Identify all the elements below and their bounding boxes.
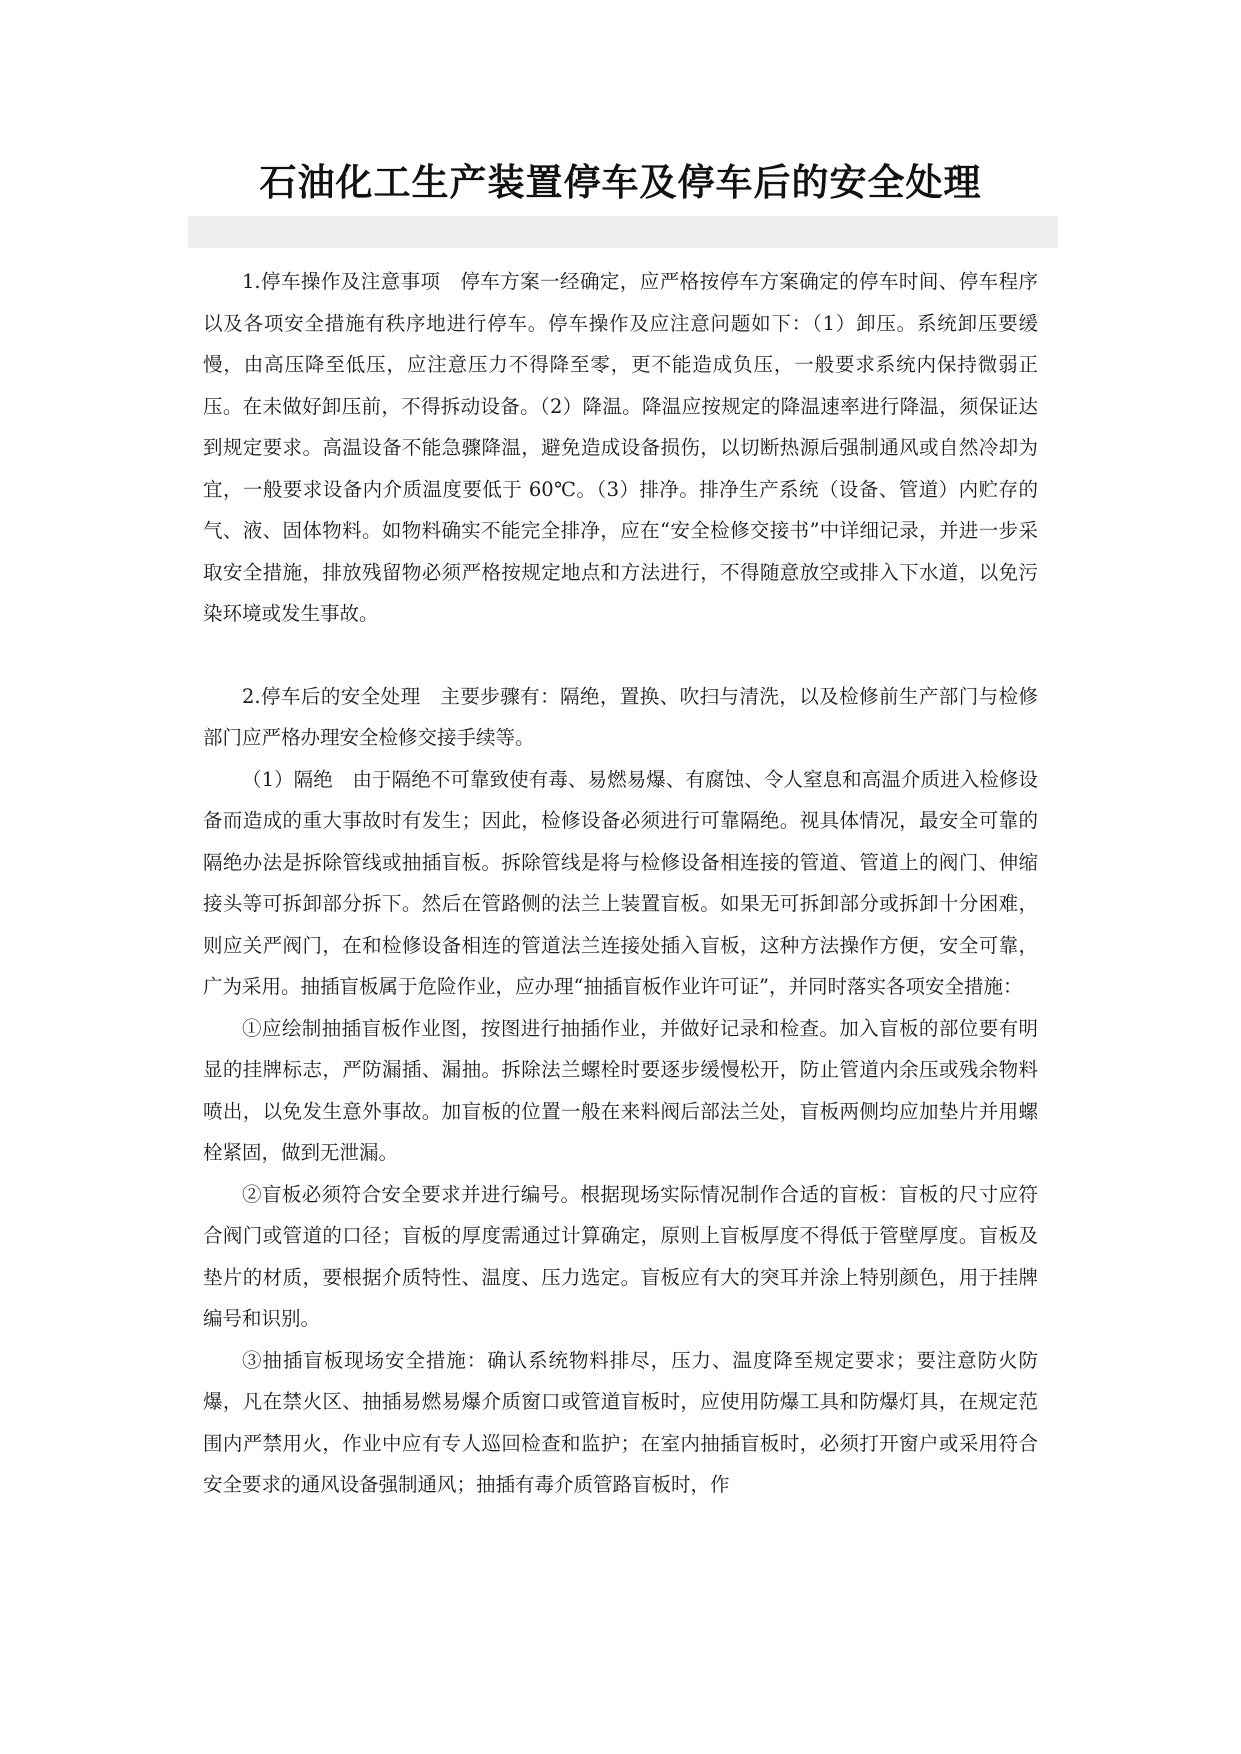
paragraph-isolation: （1）隔绝 由于隔绝不可靠致使有毒、易燃易爆、有腐蚀、令人窒息和高温介质进入检修设备而造成的重大事故时有发生；因此，检修设备必须进行可靠隔绝。视具体情况，最安全可靠的隔绝办法是拆除管线或抽插盲板。拆除管线是将与检修设备相连接的管道、管道上的阀门、伸缩接头等可拆卸部分拆下。然后在管路侧的法兰上装置盲板。如果无可拆卸部分或拆卸十分困难，则应关严阀门，在和检修设备相连的管道法兰连接处插入盲板，这种方法操作方便，安全可靠，广为采用。抽插盲板属于危险作业，应办理“抽插盲板作业许可证”，并同时落实各项安全措施： (203, 767, 1038, 998)
title-underline-band (188, 216, 1058, 248)
paragraph-post-shutdown-safety: 2.停车后的安全处理 主要步骤有：隔绝，置换、吹扫与清洗，以及检修前生产部门与检修部门应严格办理安全检修交接手续等。 (203, 684, 1038, 749)
paragraph-blind-plate-drawing: ①应绘制抽插盲板作业图，按图进行抽插作业，并做好记录和检查。加入盲板的部位要有明显的挂牌标志，严防漏插、漏抽。拆除法兰螺栓时要逐步缓慢松开，防止管道内余压或残余物料喷出，以免发生意外事故。加盲板的位置一般在来料阀后部法兰处，盲板两侧均应加垫片并用螺栓紧固，做到无泄漏。 (203, 1016, 1038, 1164)
paragraph-shutdown-operation: 1.停车操作及注意事项 停车方案一经确定，应严格按停车方案确定的停车时间、停车程序以及各项安全措施有秩序地进行停车。停车操作及应注意问题如下：（1）卸压。系统卸压要缓慢，由高压降至低压，应注意压力不得降至零，更不能造成负压，一般要求系统内保持微弱正压。在未做好卸压前，不得拆动设备。（2）降温。降温应按规定的降温速率进行降温，须保证达到规定要求。高温设备不能急骤降温，避免造成设备损伤，以切断热源后强制通风或自然冷却为宜，一般要求设备内介质温度要低于 60℃。（3）排净。排净生产系统（设备、管道）内贮存的气、液、固体物料。如物料确实不能完全排净，应在“安全检修交接书”中详细记录，并进一步采取安全措施，排放残留物必须严格按规定地点和方法进行，不得随意放空或排入下水道，以免污染环境或发生事故。 (203, 270, 1038, 625)
paragraph-blind-plate-requirements: ②盲板必须符合安全要求并进行编号。根据现场实际情况制作合适的盲板：盲板的尺寸应符合阀门或管道的口径；盲板的厚度需通过计算确定，原则上盲板厚度不得低于管壁厚度。盲板及垫片的材质，要根据介质特性、温度、压力选定。盲板应有大的突耳并涂上特别颜色，用于挂牌编号和识别。 (203, 1182, 1038, 1330)
paragraph-blind-plate-site-safety: ③抽插盲板现场安全措施：确认系统物料排尽，压力、温度降至规定要求；要注意防火防爆，凡在禁火区、抽插易燃易爆介质窗口或管道盲板时，应使用防爆工具和防爆灯具，在规定范围内严禁用火，作业中应有专人巡回检查和监护；在室内抽插盲板时，必须打开窗户或采用符合安全要求的通风设备强制通风；抽插有毒介质管路盲板时，作 (203, 1348, 1038, 1496)
document-title: 石油化工生产装置停车及停车后的安全处理 (259, 160, 982, 204)
document-body (203, 261, 1038, 1506)
